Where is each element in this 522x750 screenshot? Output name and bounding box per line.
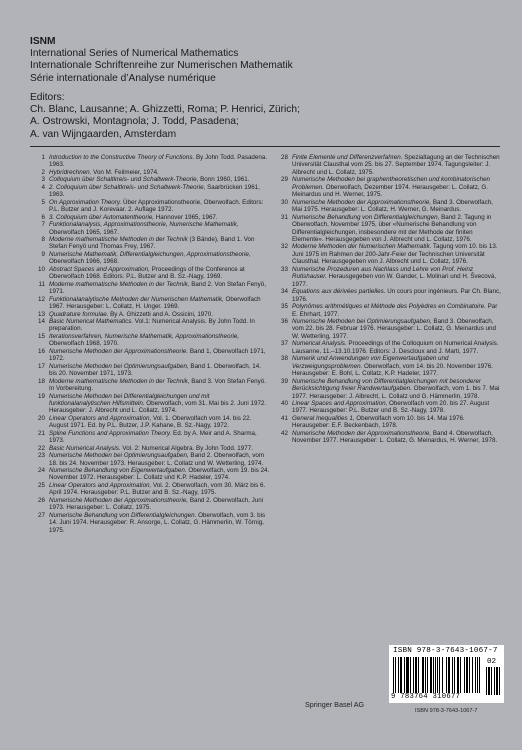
volume-title: Spline Functions and Approximation Theory. [49,429,172,437]
volume-title: Introduction to the Constructive Theory of Functions. [49,154,195,161]
volume-number: 3 [41,176,45,184]
volume-number: 6 [41,213,45,221]
volume-number: 16 [38,347,45,355]
volume-title: Linear Operators and Approximation, [49,414,152,422]
volume-entry [30,154,270,169]
volume-title: Numerical Analysis. [292,340,347,348]
volume-title: Numerische Methoden bei Optimierungsaufgaben, [49,452,189,460]
volume-details: Band 1. Oberwolfach, 14. bis 20. November 1971, 1973. [49,362,261,378]
volume-entry [273,340,501,355]
volume-number: 39 [281,377,288,385]
volume-number: 23 [38,452,45,460]
volume-title: On Approximation Theory. [49,198,122,206]
volume-title: Linear Spaces and Approximation, [292,399,388,407]
publisher-name: Springer Basel AG [305,700,365,709]
volume-title: Abstract Spaces and Approximation, [49,265,150,273]
volume-details: Vol. 1. Oberwolfach vom 14. bis 22. August 1971. Ed. by P.L. Butzer, J.P. Kahane, B. Sz.-Nagy, 1972. [49,414,252,430]
volume-entry [30,512,270,534]
volume-details: Proceedings of the Conference at Oberwolfach 1968. Editors: P.L. Butzer and B. Sz.-Nagy, 1969. [49,265,245,281]
volume-number: 1 [41,154,45,161]
volume-details: Herausgegeben von W. Gander, L. Molinari und H. Švecová, 1977. [292,273,497,288]
volume-details: Band 2. Oberwolfach, Juni 1973. Herausgeber: L. Collatz, 1975. [49,496,264,512]
volume-details: Oberwolfach, vom 31. Mai bis 2. Juni 1972. Herausgeber: J. Albrecht und L. Collatz, 1974. [49,399,267,415]
volume-entry [30,482,270,497]
volume-entry [30,415,270,430]
volume-entry [30,378,270,393]
ean-barcode-icon [393,657,485,693]
volume-details: Vol. 2. Oberwolfach, vom 30. März bis 6. April 1974. Herausgeber: P.L. Butzer and B. Sz.-Nagy, 1975. [49,481,266,497]
series-title-fr: Série internationale d’Analyse numérique [30,72,216,84]
volume-title: General Inequalities 1, [292,414,355,422]
volume-details: Über Approximationstheorie, Oberwolfach. Editors: P.L. Butzer and J. Korevaar. 2. Auflage 1972. [49,198,264,214]
volume-number: 25 [38,481,45,489]
volume-title: Iterationsverfahren, Numerische Mathematik, Approximationstheorie, [49,332,240,340]
volume-number: 40 [281,399,288,407]
volume-number: 17 [38,362,45,370]
volume-details: Oberwolfach, vom 19. bis 24. November 1972. Herausgeber: L. Collatz und K.P. Hadeler, 1974. [49,467,270,482]
volume-title: Numerische Methoden bei Optimierungsaufgaben, [292,317,432,325]
volume-entry [30,311,270,318]
volume-entry [30,199,270,214]
volume-title: Numerische Methoden bei Optimierungsaufgaben, [49,362,189,370]
volume-title: Basic Numerical Analysis. [49,444,121,452]
volume-number: 21 [38,429,45,437]
volume-number: 32 [281,243,288,251]
series-title-en: International Series of Numerical Mathematics [30,48,239,60]
volume-details: Oberwolfach 1968, 1970. [49,340,119,348]
volume-entry [30,251,270,266]
volume-entry [30,445,270,452]
volume-number: 29 [281,176,288,184]
volume-title: Numerische Methoden der Approximationstheorie, [49,496,189,504]
volume-details: Spezialtagung an der Technischen Universität Clausthal vom 25. bis 27. September 1974. Tagungsleiter: J. Albrecht und L. Collatz, 1975. [292,154,500,176]
volume-number: 12 [38,295,45,303]
volume-number: 28 [281,154,288,161]
volume-entry [273,303,501,318]
volume-title: Basic Numerical Mathematics. [49,317,134,325]
volume-number: 9 [41,250,45,258]
volume-entry [30,318,270,333]
volume-number: 5 [41,198,45,206]
volume-details: By A. Ghizzetti and A. Ossicini, 1970. [108,310,213,318]
editors-block [30,92,500,141]
volume-details: Oberwolfach vom 20. bis 27. August 1977. Herausgeber: P.L. Butzer und B. Sz.-Nagy, 1978. [292,399,490,415]
volume-number: 26 [38,496,45,504]
volume-number: 18 [38,377,45,385]
volume-title: Moderne mathematische Methoden in der Technik [49,235,188,243]
volume-entry [30,236,270,251]
volume-details: Band 4. Oberwolfach, November 1977. Herausgeber: L. Collatz, G. Meinardus, H. Werner, 1978. [292,429,498,445]
volume-details: Oberwolfach, vom 1. bis 7. Mai 1977. Herausgeber: J. Albrecht, L. Collatz und G. Hämmerlin, 1978. [292,385,500,400]
volume-details: Oberwolfach 1966, 1968. [49,258,119,266]
volume-details: Oberwolfach 1965, 1967. [49,228,119,236]
volume-number: 11 [38,280,45,288]
volume-details: Oberwolfach, Dezember 1974. Herausgeber: L. Collatz, G. Meinardus und H. Werner, 1975. [292,183,488,199]
volume-title: Numerische Methoden der Approximationstheorie, [292,198,432,206]
volume-entry [30,169,270,176]
isbn-text: ISBN 978-3-7643-1067-7 [415,708,478,714]
volume-entry [30,497,270,512]
volume-details: Vol. 2: Numerical Algebra. By John Todd. 1977. [120,444,253,452]
volume-title: Numerische Methoden der Approximationstheorie. [49,347,189,355]
volume-number: 2 [41,168,45,176]
addon-barcode-icon [486,667,500,695]
volume-list-right [273,154,501,445]
volume-entry [273,154,501,176]
volume-entry [273,288,501,303]
volume-details: By John Todd. Pasadena. 1963. [49,154,268,169]
volume-number: 4 [41,183,45,191]
volume-title: Finite Elemente und Differenzverfahren. [292,154,403,161]
volume-number: 41 [281,414,288,422]
volume-title: Polynômes arithmétiques et Méthode des Polyèdres en Combinatoire. [292,303,486,311]
volume-title: Colloquium über Schaltkreis- und Schaltwerk-Theorie, [49,176,199,184]
volume-details: Oberwolfach, vom 3. bis 14. Juni 1974. Herausgeber: R. Ansorge, L. Collatz, G. Hämmerlin, W. Törnig, 1975. [49,511,266,534]
editors-line: A. van Wijngaarden, Amsterdam [30,128,177,140]
volume-number: 8 [41,235,45,243]
volume-title: Numerische Behandlung von Eigenwertaufgaben. [49,467,187,475]
volume-entry [30,348,270,363]
volume-title: Numerische Methoden bei Differentialgleichungen und mit funktionalanalytischen Hilfsmitteln. [49,392,210,407]
volume-title: Numerische Behandlung von Differentialgleichungen mit besonderer Berücksichtigung freier Randwertaufgaben. [292,377,482,393]
volume-details: (3 Bände), Band 1. Von Stefan Fenyö und Thomas Frey, 1967. [49,235,255,251]
volume-entry [30,176,270,183]
volume-title: Moderne mathematische Methoden in der Technik, [49,280,190,288]
volume-number: 42 [281,429,288,437]
volume-details: Un cours pour ingénieurs. Par Ch. Blanc, 1976. [292,288,501,303]
volume-entry [30,281,270,296]
volume-details: Tagung vom 10. bis 13. Juni 1975 im Rahmen der 200-Jahr-Feier der Technischen Universität Clausthal. Herausgegeben von J. Albrecht und L. Collatz, 1976. [292,243,498,266]
volume-details: Band 3. Oberwolfach, Mai 1975. Herausgeber: L. Collatz, H. Werner, G. Meinardus. [292,198,493,214]
volume-title: Funktionalanalytische Methoden der Numerischen Mathematik, [49,295,224,303]
volume-entry [273,214,501,244]
series-title-de: Internationale Schriftenreihe zur Numerischen Mathematik [30,60,293,72]
volume-number: 22 [38,444,45,452]
volume-title: Hybridrechnen. [49,168,92,176]
volume-entry [273,355,501,377]
volume-details: Band 3. Oberwolfach, vom 22. bis 28. Februar 1976. Herausgeber: L. Collatz, G. Meinardus und W. Wetterling, 1977. [292,317,496,340]
barcode-isbn: ISBN 978-3-7643-1067-7 [393,647,498,655]
volume-details: Oberwolfach vom 10. bis 14. Mai 1976. Herausgeber: E.F. Beckenbach, 1978. [292,414,465,430]
volume-entry [30,363,270,378]
volume-details: Band 2. Oberwolfach, vom 18. bis 24. November 1973. Herausgeber: L. Collatz und W. Wetterling, 1974. [49,452,265,467]
volume-entry [30,221,270,236]
editors-line: A. Ostrowski, Montagnola; J. Todd, Pasadena; [30,116,239,128]
volume-details: Saarbrücken 1961, 1963. [49,183,260,199]
volume-entry [273,243,501,265]
volume-title: Numerische Behandlung von Differentialgleichungen, [292,213,440,221]
volume-entry [30,467,270,482]
volume-number: 31 [281,213,288,221]
volume-title: Equations aux dérivées partielles. [292,288,386,296]
editors-line: Ch. Blanc, Lausanne; A. Ghizzetti, Roma; P. Henrici, Zürich; [30,104,300,116]
volume-entry [30,452,270,467]
volume-title: Numerische Prozeduren aus Nachlass und Lehre von Prof. Heinz Rutishauser. [292,265,473,281]
volume-title: Linear Operators and Approximation, [49,481,152,489]
volume-entry [30,430,270,445]
volume-details: Band 1, Oberwolfach 1971, 1972. [49,347,266,363]
volume-title: Numerische Mathematik, Differentialgleichungen, Approximationstheorie, [49,250,251,258]
volume-number: 19 [38,392,45,400]
volume-details: Oberwolfach 1967. Herausgeber: L. Collatz, H. Unger. 1969. [49,295,261,311]
volume-number: 7 [41,221,45,229]
volume-entry [273,415,501,430]
volume-entry [273,400,501,415]
volume-title: Quadrature formulae. [49,310,109,318]
volume-details: Ed. by A. Meir and A. Sharma, 1973. [49,429,257,445]
volume-number: 30 [281,198,288,206]
volume-number: 34 [281,288,288,296]
volume-details: Proceedings of the Colloquium on Numerical Analysis. Lausanne, 11.–13.10.1976. Editors: J. Descloux and J. Marti, 1977. [292,340,499,355]
volume-entry [30,333,270,348]
volume-title: Numerische Behandlung von Differentialgleichungen. [49,511,197,519]
volume-details: Hannover 1965, 1967. [154,213,218,221]
volume-entry [30,184,270,199]
series-abbreviation: ISNM [30,36,56,47]
volume-details: Oberwolfach, vom 14. bis 20. November 1976. Herausgeber: E. Bohl, L. Collatz, K.P. Hadeler, 1977. [292,362,493,378]
volume-title: Numerik und Anwendungen von Eigenwertaufgaben und Verzweigungsproblemen. [292,355,449,370]
volume-title: Funktionalanalysis, Approximationstheorie, Numerische Mathematik, [49,221,239,229]
volume-entry [273,266,501,288]
volume-number: 10 [38,265,45,273]
series-header [30,36,500,85]
volume-details: Band 2. Tagung in Oberwolfach, November 1975, über «Numerische Behandlung von Differentialgleichungen, insbesondere mit der Methode der finiten Elemente». Herausgegeben von J. Albrecht und L. Collatz, 1976. [292,213,492,243]
volume-title: Moderne mathematische Methoden in der Technik, [49,377,190,385]
volume-number: 27 [38,511,45,519]
volume-entry [30,393,270,415]
volume-details: Par E. Ehrhart, 1977. [292,303,498,318]
volume-title: Moderne Methoden der Numerischen Mathematik. [292,243,432,251]
divider-rule [30,146,500,147]
barcode-addon: 02 [487,658,497,666]
volume-list-left [30,154,270,534]
volume-number: 35 [281,303,288,311]
volume-title: Numerische Methoden bei graphentheoretischen und kombinatorischen Problemen. [292,176,491,191]
volume-entry [30,296,270,311]
volume-number: 36 [281,317,288,325]
volume-number: 14 [38,317,45,325]
volume-number: 33 [281,265,288,273]
volume-number: 15 [38,332,45,340]
volume-entry [273,199,501,214]
barcode-label [389,645,504,703]
volume-title: Numerische Methoden der Approximationstheorie, [292,429,432,437]
editors-label: Editors: [30,92,65,103]
volume-details: Vol.1: Numerical Analysis. By John Todd. In preparation. [49,317,255,333]
volume-entry [273,318,501,340]
volume-entry [30,214,270,221]
barcode-digits: 9 783764 310677 [391,693,461,701]
volume-title: 3. Colloquium über Automatentheorie, [49,213,155,221]
volume-entry [273,430,501,445]
volume-title: 2. Colloquium über Schaltkreis- und Schaltwerk-Theorie, [49,183,206,191]
volume-details: Band 2. Von Stefan Fenyö, 1971. [49,280,266,296]
volume-number: 38 [281,355,288,363]
volume-details: Von M. Feilmeier, 1974. [91,168,159,176]
volume-entry [273,176,501,198]
volume-number: 13 [38,310,45,318]
volume-number: 20 [38,414,45,422]
volume-details: Bonn 1960, 1961. [198,176,250,184]
volume-details: Band 3. Von Stefan Fenyö. In Vorbereitung. [49,377,266,393]
volume-number: 37 [281,340,288,348]
volume-entry [273,378,501,400]
volume-number: 24 [38,467,45,475]
volume-entry [30,266,270,281]
